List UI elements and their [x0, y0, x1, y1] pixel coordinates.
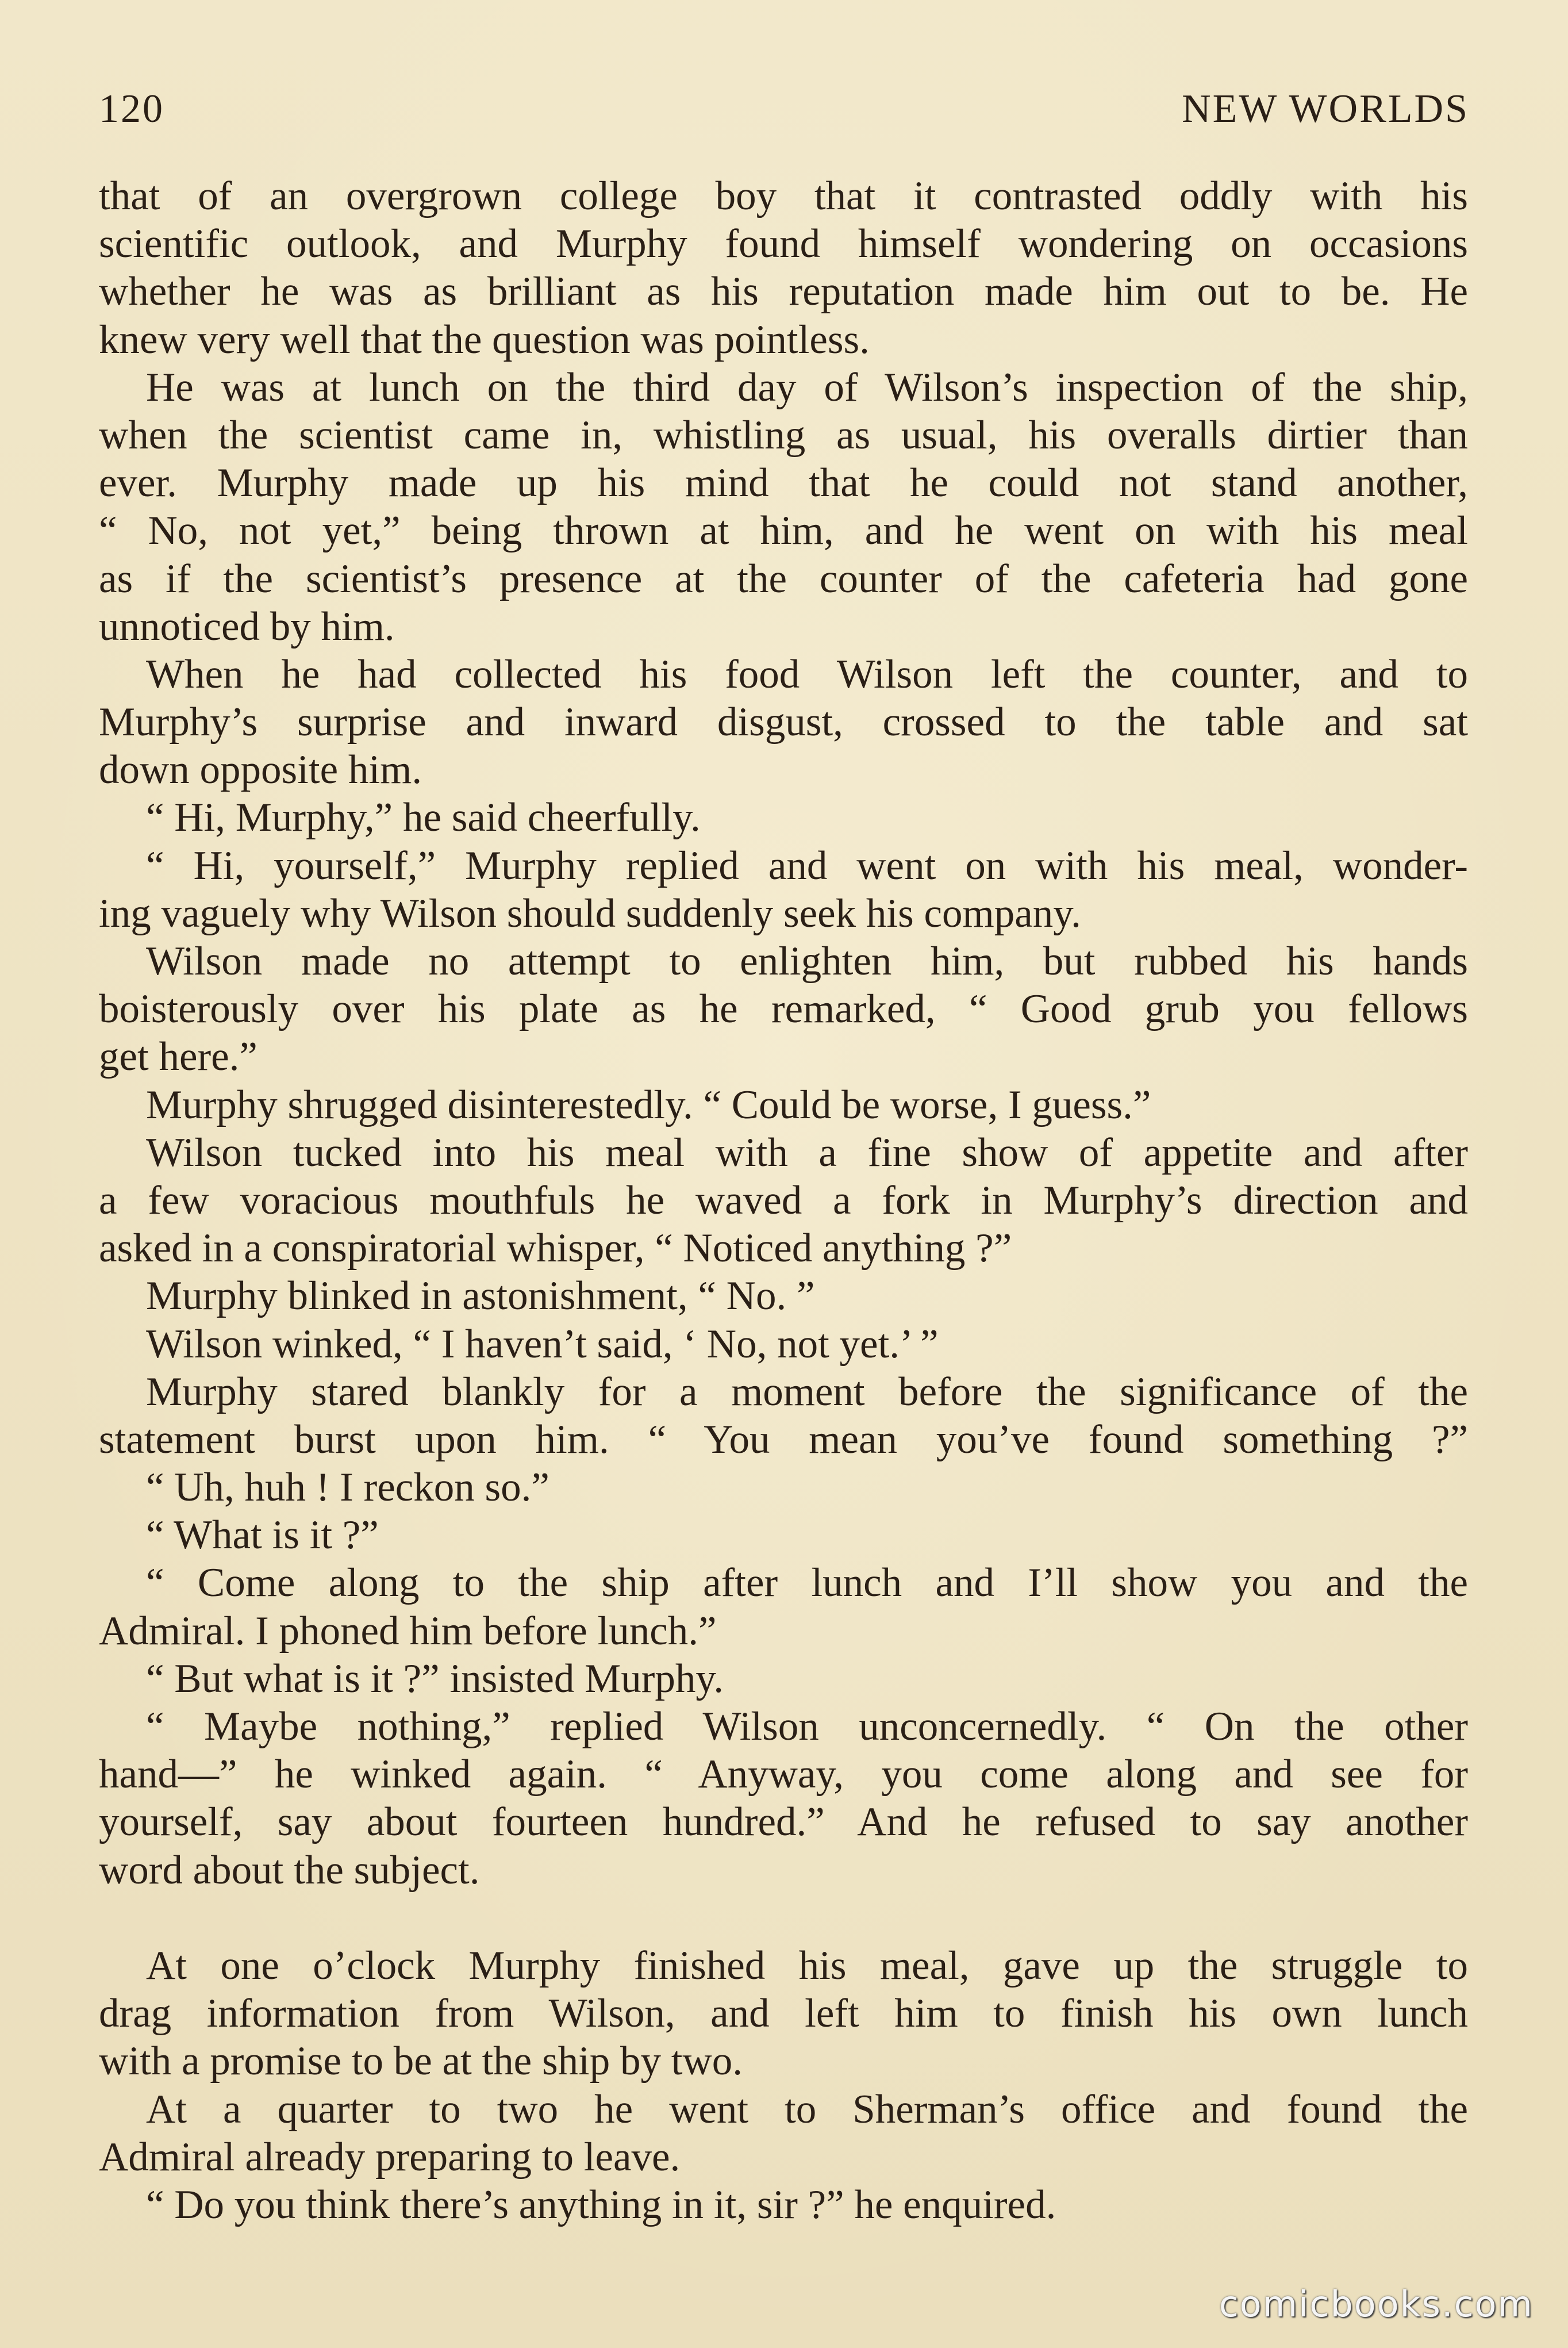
text-line: “ Hi, Murphy,” he said cheerfully.: [146, 795, 701, 841]
text-line: At one o’clock Murphy finished his meal, gave up the struggle to: [146, 1943, 1468, 1988]
text-line: scientific outlook, and Murphy found himself wondering on occasions: [99, 221, 1468, 267]
watermark-logo: comicbooks.com: [1219, 2283, 1534, 2325]
text-line: When he had collected his food Wilson left the counter, and to: [146, 651, 1468, 697]
text-line: asked in a conspiratorial whisper, “ Noticed anything ?”: [99, 1226, 1012, 1271]
text-line: a few voracious mouthfuls he waved a fork in Murphy’s direction and: [99, 1177, 1468, 1223]
text-line: Wilson tucked into his meal with a fine show of appetite and after: [146, 1130, 1468, 1175]
text-line: ever. Murphy made up his mind that he could not stand another,: [99, 461, 1468, 506]
text-line: “ What is it ?”: [146, 1513, 379, 1558]
text-line: Murphy shrugged disinterestedly. “ Could be worse, I guess.”: [146, 1082, 1151, 1127]
text-line: “ No, not yet,” being thrown at him, and he went on with his meal: [99, 508, 1468, 554]
text-line: get here.”: [99, 1034, 258, 1080]
text-line: “ Maybe nothing,” replied Wilson unconcernedly. “ On the other: [146, 1704, 1468, 1749]
text-line: “ Do you think there’s anything in it, sir ?” he enquired.: [146, 2182, 1056, 2227]
text-line: that of an overgrown college boy that it contrasted oddly with his: [99, 174, 1468, 218]
text-line: “ But what is it ?” insisted Murphy.: [146, 1656, 724, 1701]
running-title: NEW WORLDS: [1182, 87, 1469, 131]
text-line: down opposite him.: [99, 747, 422, 793]
running-header: [99, 86, 1469, 138]
text-line: ing vaguely why Wilson should suddenly seek his company.: [99, 891, 1081, 936]
text-line: Murphy stared blankly for a moment before the significance of the: [146, 1369, 1468, 1414]
text-line: Murphy blinked in astonishment, “ No. ”: [146, 1273, 815, 1319]
text-line: unnoticed by him.: [99, 604, 395, 649]
section-break: [99, 1894, 1468, 1942]
text-line: whether he was as brilliant as his reputation made him out to be. He: [99, 269, 1468, 314]
text-line: yourself, say about fourteen hundred.” And he refused to say another: [99, 1800, 1468, 1845]
body-text: [99, 172, 1468, 2229]
text-line: drag information from Wilson, and left him to finish his own lunch: [99, 1991, 1468, 2036]
text-line: Wilson winked, “ I haven’t said, ‘ No, not yet.’ ”: [146, 1321, 939, 1367]
text-line: Admiral. I phoned him before lunch.”: [99, 1608, 717, 1653]
text-line: boisterously over his plate as he remarked, “ Good grub you fellows: [99, 987, 1468, 1032]
text-line: statement burst upon him. “ You mean you’ve found something ?”: [99, 1417, 1468, 1462]
text-line: word about the subject.: [99, 1847, 480, 1893]
text-line: At a quarter to two he went to Sherman’s office and found the: [146, 2086, 1468, 2132]
text-line: “ Hi, yourself,” Murphy replied and went on with his meal, wonder-: [146, 843, 1468, 888]
text-line: Murphy’s surprise and inward disgust, crossed to the table and sat: [99, 700, 1468, 745]
text-line: Admiral already preparing to leave.: [99, 2134, 681, 2180]
text-line: with a promise to be at the ship by two.: [99, 2039, 743, 2084]
text-line: when the scientist came in, whistling as usual, his overalls dirtier than: [99, 412, 1468, 458]
text-line: Wilson made no attempt to enlighten him, but rubbed his hands: [146, 939, 1468, 984]
text-line: “ Come along to the ship after lunch and I’ll show you and the: [146, 1560, 1468, 1606]
text-line: hand—” he winked again. “ Anyway, you come along and see for: [99, 1752, 1468, 1797]
text-line: knew very well that the question was pointless.: [99, 317, 870, 362]
page-number: 120: [99, 87, 164, 131]
text-line: He was at lunch on the third day of Wilson’s inspection of the ship,: [146, 365, 1468, 410]
text-line: “ Uh, huh ! I reckon so.”: [146, 1465, 549, 1510]
text-line: as if the scientist’s presence at the counter of the cafeteria had gone: [99, 556, 1468, 601]
